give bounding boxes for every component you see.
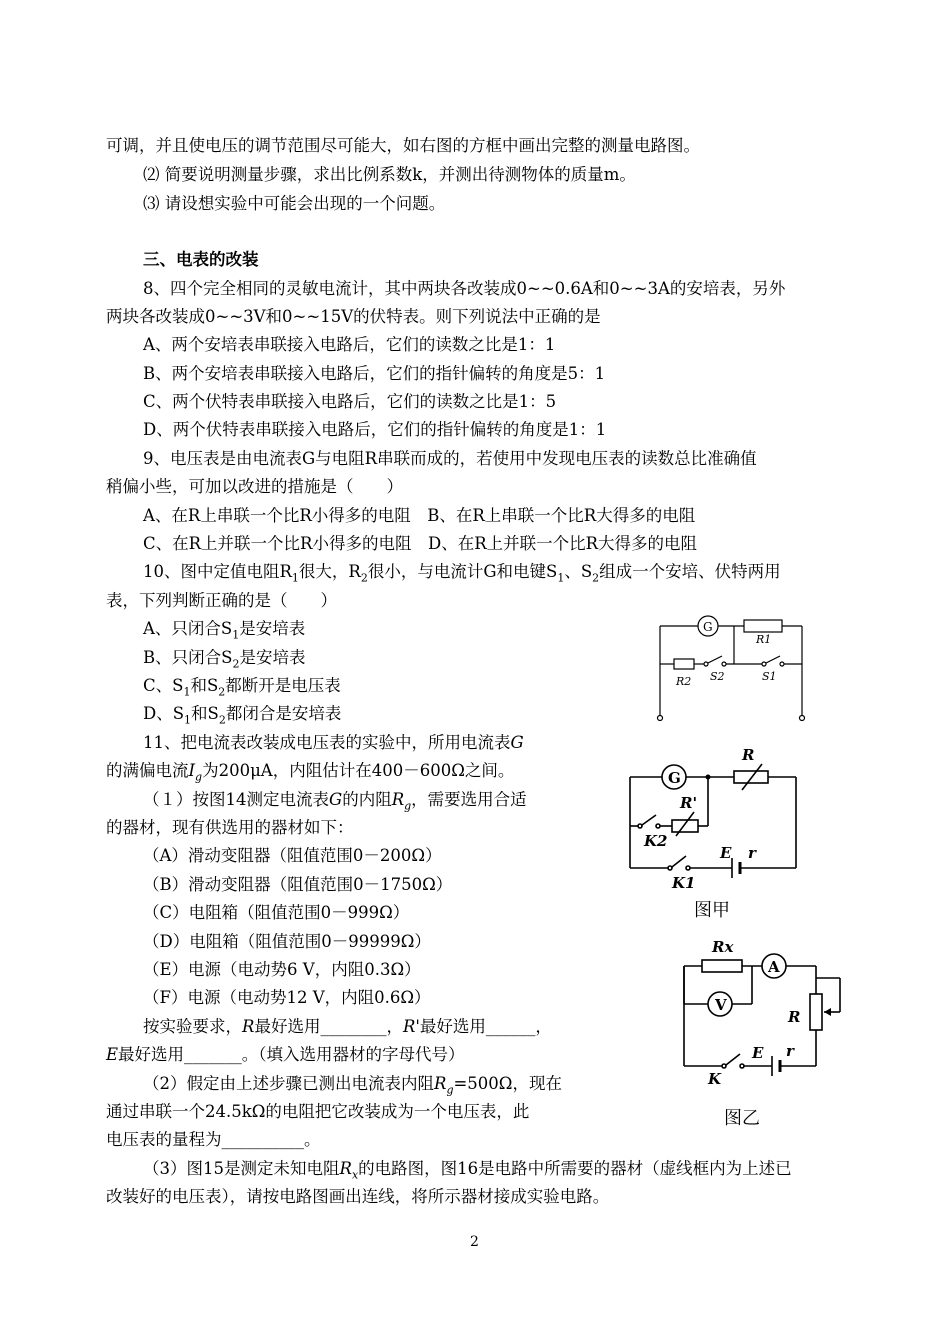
option: B、只闭合$S_2$是安培表 <box>143 648 306 671</box>
svg-text:G: G <box>668 769 681 787</box>
svg-text:K1: K1 <box>672 874 696 892</box>
option: （C）电阻箱（阻值范围0－999Ω） <box>143 903 410 922</box>
option: （E）电源（电动势6 V，内阻0.3Ω） <box>143 960 421 979</box>
text-line: E最好选用_______。（填入选用器材的字母代号） <box>106 1045 465 1064</box>
svg-text:Rx: Rx <box>712 938 734 956</box>
option: （D）电阻箱（阻值范围0－99999Ω） <box>143 932 431 951</box>
svg-text:R: R <box>788 1008 801 1026</box>
svg-text:K: K <box>708 1070 722 1086</box>
svg-text:R1: R1 <box>756 633 772 646</box>
circuit-diagram-yi <box>660 936 850 1086</box>
text-line: 可调，并且使电压的调节范围尽可能大，如右图的方框中画出完整的测量电路图。 <box>106 136 700 155</box>
question-8: 8、四个完全相同的灵敏电流计，其中两块各改装成0~~0.6A和0~~3A的安培表，另外 <box>143 279 786 298</box>
option: C、在R上并联一个比R小得多的电阻 D、在R上并联一个比R大得多的电阻 <box>143 534 698 553</box>
option: B、两个安培表串联接入电路后，它们的指针偏转的角度是5：1 <box>143 364 606 383</box>
svg-text:R: R <box>742 746 755 764</box>
text-line: （2）假定由上述步骤已测出电流表内阻$R_g=500\Omega$，现在 <box>143 1074 562 1097</box>
circuit-diagram-jia <box>620 742 810 892</box>
text-line: （１）按图14测定电流表G的内阻$R_g$，需要选用合适 <box>143 790 527 813</box>
svg-text:R': R' <box>680 794 698 812</box>
circuit-diagram-q10 <box>650 614 820 728</box>
text-line: 两块各改装成0~~3V和0~~15V的伏特表。则下列说法中正确的是 <box>106 307 601 326</box>
text-line: 的器材，现有供选用的器材如下： <box>106 818 354 837</box>
svg-text:S1: S1 <box>762 670 777 683</box>
text-line: （3）图15是测定未知电阻$R_x$的电路图，图16是电路中所需要的器材（虚线框内为上述已 <box>143 1159 792 1182</box>
svg-text:S2: S2 <box>710 670 725 683</box>
svg-text:R2: R2 <box>676 675 692 688</box>
svg-text:r: r <box>786 1042 794 1060</box>
option: D、两个伏特表串联接入电路后，它们的指针偏转的角度是1：1 <box>143 420 607 439</box>
option: （A）滑动变阻器（阻值范围0－200Ω） <box>143 846 442 865</box>
text-line: 通过串联一个24.5kΩ的电阻把它改装成为一个电压表，此 <box>106 1102 530 1121</box>
text-line: 电压表的量程为__________。 <box>106 1130 321 1149</box>
option: （F）电源（电动势12 V，内阻0.6Ω） <box>143 988 431 1007</box>
option: D、$S_1$和$S_2$都闭合是安培表 <box>143 704 342 727</box>
text-line: 稍偏小些，可加以改进的措施是（ ） <box>106 477 403 496</box>
text-line: 的满偏电流$I_g$为200μA，内阻估计在400－600Ω之间。 <box>106 761 515 784</box>
svg-text:V: V <box>715 996 727 1014</box>
text-line: ⑶ 请设想实验中可能会出现的一个问题。 <box>143 194 446 213</box>
svg-text:G: G <box>703 620 713 634</box>
figure-caption-yi: 图乙 <box>724 1108 760 1129</box>
option: A、两个安培表串联接入电路后，它们的读数之比是1：1 <box>143 335 556 354</box>
option: C、两个伏特表串联接入电路后，它们的读数之比是1：5 <box>143 392 557 411</box>
text-line: ⑵ 简要说明测量步骤，求出比例系数k，并测出待测物体的质量m。 <box>143 165 636 184</box>
question-9: 9、电压表是由电流表G与电阻R串联而成的，若使用中发现电压表的读数总比准确值 <box>143 449 757 468</box>
text-line: 表，下列判断正确的是（ ） <box>106 591 337 610</box>
option: （B）滑动变阻器（阻值范围0－1750Ω） <box>143 875 453 894</box>
svg-text:E: E <box>752 1044 764 1062</box>
question-11: 11、把电流表改装成电压表的实验中，所用电流表G <box>143 733 524 752</box>
page-number: 2 <box>470 1234 479 1250</box>
option: A、在R上串联一个比R小得多的电阻 B、在R上串联一个比R大得多的电阻 <box>143 506 696 525</box>
svg-text:K2: K2 <box>644 832 668 850</box>
text-line: 改装好的电压表），请按电路图画出连线，将所示器材接成实验电路。 <box>106 1187 610 1206</box>
text-line: 按实验要求，R最好选用________，R'最好选用______， <box>143 1017 552 1036</box>
svg-text:A: A <box>768 958 780 976</box>
figure-caption-jia: 图甲 <box>694 900 730 921</box>
option: A、只闭合$S_1$是安培表 <box>143 619 306 642</box>
svg-text:r: r <box>748 844 756 862</box>
question-10: 10、图中定值电阻$R_1$很大，$R_2$很小，与电流计G和电键$S_1$、$S_2$组成一个安培、伏特两用 <box>143 562 781 585</box>
option: C、$S_1$和$S_2$都断开是电压表 <box>143 676 341 699</box>
svg-text:E: E <box>720 844 732 862</box>
section-heading: 三、电表的改装 <box>143 250 259 269</box>
